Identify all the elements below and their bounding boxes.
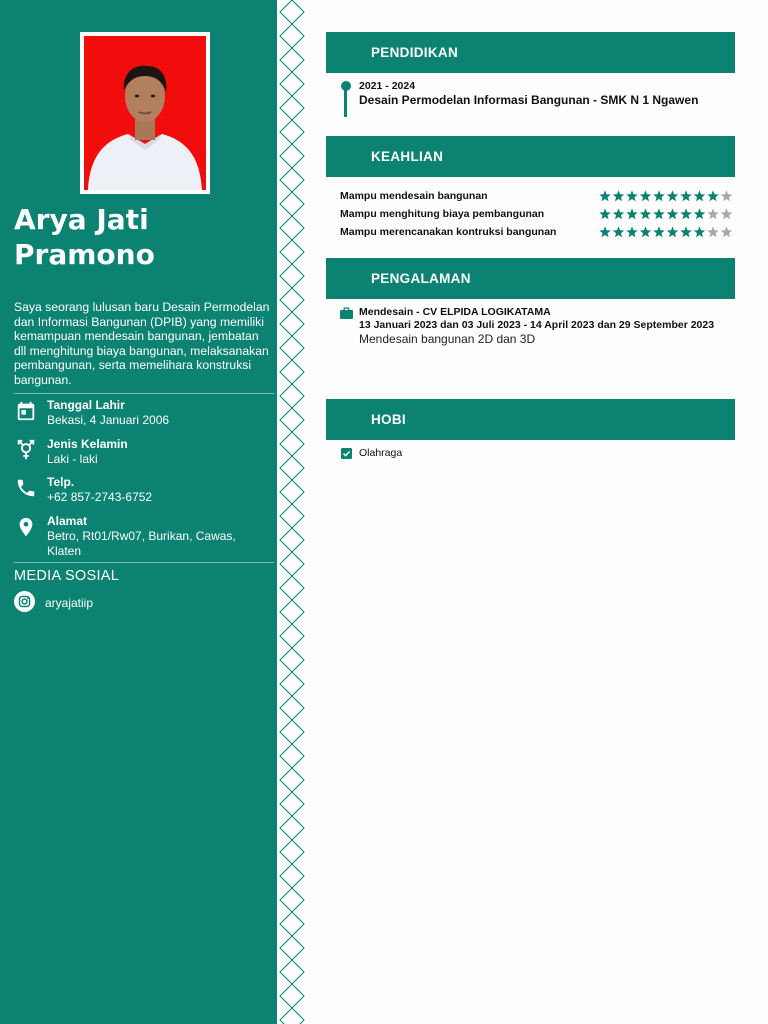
info-value: Bekasi, 4 Januari 2006 xyxy=(47,413,170,427)
hobby-item: Olahraga xyxy=(359,447,403,459)
star-filled-icon xyxy=(613,226,624,237)
section-title: PENDIDIKAN xyxy=(371,45,459,60)
checkbox-icon xyxy=(341,448,352,459)
star-filled-icon xyxy=(667,208,678,219)
star-filled-icon xyxy=(653,208,664,219)
experience-title: Mendesain - CV ELPIDA LOGIKATAMA xyxy=(359,306,551,318)
skill-name: Mampu mendesain bangunan xyxy=(340,190,488,202)
gender-icon xyxy=(14,439,38,461)
section-header-education xyxy=(326,32,735,73)
star-filled-icon xyxy=(694,208,705,219)
education-description: Desain Permodelan Informasi Bangunan - SMK N 1 Ngawen xyxy=(359,93,699,107)
section-title: KEAHLIAN xyxy=(371,149,444,164)
section-header-skills xyxy=(326,136,735,177)
star-filled-icon xyxy=(667,226,678,237)
star-empty-icon xyxy=(721,208,732,219)
star-filled-icon xyxy=(680,226,691,237)
star-empty-icon xyxy=(707,208,718,219)
info-value: Laki - laki xyxy=(47,452,98,466)
info-value: Betro, Rt01/Rw07, Burikan, Cawas, Klaten xyxy=(47,529,236,558)
skill-rating xyxy=(599,189,735,203)
instagram-handle[interactable]: aryajatiip xyxy=(45,596,94,610)
star-empty-icon xyxy=(721,190,732,201)
star-filled-icon xyxy=(694,226,705,237)
info-label: Jenis Kelamin xyxy=(47,437,128,451)
star-filled-icon xyxy=(680,208,691,219)
star-filled-icon xyxy=(599,208,610,219)
star-filled-icon xyxy=(680,190,691,201)
star-filled-icon xyxy=(653,226,664,237)
briefcase-icon xyxy=(340,307,353,319)
star-empty-icon xyxy=(707,226,718,237)
skill-row xyxy=(340,225,735,241)
star-filled-icon xyxy=(626,208,637,219)
star-filled-icon xyxy=(599,190,610,201)
sidebar xyxy=(0,0,277,1024)
instagram-icon[interactable] xyxy=(14,591,35,612)
skill-row xyxy=(340,189,735,205)
star-filled-icon xyxy=(613,208,624,219)
star-filled-icon xyxy=(653,190,664,201)
social-title: MEDIA SOSIAL xyxy=(14,568,120,584)
skill-rating xyxy=(599,207,735,221)
star-filled-icon xyxy=(599,226,610,237)
section-title: PENGALAMAN xyxy=(371,271,471,286)
star-filled-icon xyxy=(694,190,705,201)
star-filled-icon xyxy=(667,190,678,201)
calendar-icon xyxy=(14,400,38,422)
section-header-experience xyxy=(326,258,735,299)
sidebar-divider xyxy=(14,393,274,394)
skill-row xyxy=(340,207,735,223)
star-filled-icon xyxy=(707,190,718,201)
sidebar-divider xyxy=(14,562,274,563)
star-filled-icon xyxy=(640,190,651,201)
education-years: 2021 - 2024 xyxy=(359,80,416,92)
profile-photo xyxy=(84,36,206,190)
info-value: +62 857-2743-6752 xyxy=(47,490,153,504)
profile-photo-frame xyxy=(80,32,210,194)
experience-dates: 13 Januari 2023 dan 03 Juli 2023 - 14 April 2023 dan 29 September 2023 xyxy=(359,319,715,331)
skill-name: Mampu merencanakan kontruksi bangunan xyxy=(340,226,557,238)
star-filled-icon xyxy=(626,190,637,201)
location-icon xyxy=(14,516,38,538)
skill-rating xyxy=(599,225,735,239)
skill-name: Mampu menghitung biaya pembangunan xyxy=(340,208,545,220)
star-filled-icon xyxy=(626,226,637,237)
section-title: HOBI xyxy=(371,412,406,427)
star-filled-icon xyxy=(640,226,651,237)
star-filled-icon xyxy=(640,208,651,219)
profile-name: Arya Jati Pramono xyxy=(14,203,155,271)
section-header-hobbies xyxy=(326,399,735,440)
diamond-border-decoration xyxy=(277,0,307,1024)
education-timeline-dot xyxy=(341,81,351,91)
info-label: Telp. xyxy=(47,475,75,489)
experience-description: Mendesain bangunan 2D dan 3D xyxy=(359,332,536,346)
info-label: Tanggal Lahir xyxy=(47,398,125,412)
star-empty-icon xyxy=(721,226,732,237)
star-filled-icon xyxy=(613,190,624,201)
info-label: Alamat xyxy=(47,514,88,528)
phone-icon xyxy=(14,477,38,499)
profile-summary: Saya seorang lulusan baru Desain Permodelan dan Informasi Bangunan (DPIB) yang memiliki kemampuan mendesain bangunan, jembatan dll menghitung biaya bangunan, melaksanakan pembangunan, serta memelihara konstruksi bangunan. xyxy=(14,300,270,387)
